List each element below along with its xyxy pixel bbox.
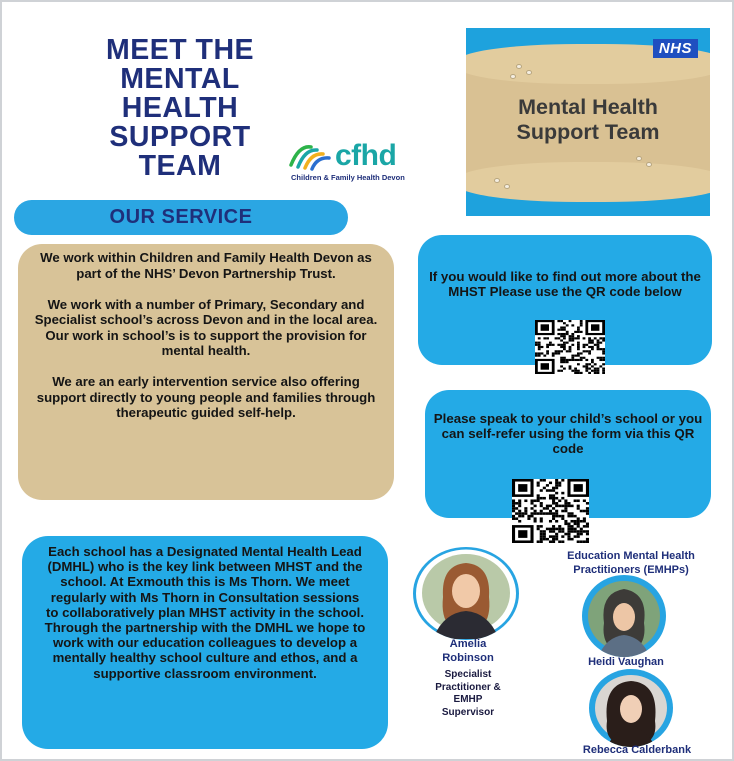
poster-title-line: Mental Health <box>518 95 658 119</box>
title-line: MEET THE <box>105 34 255 66</box>
service-heading: OUR SERVICE <box>14 200 348 235</box>
avatar <box>582 575 666 657</box>
shell-icon <box>494 178 500 183</box>
shell-icon <box>504 184 510 189</box>
dmhl-box <box>22 536 388 749</box>
nhs-logo: NHS <box>653 39 698 58</box>
cfhd-logo <box>289 141 444 186</box>
service-paragraph: We are an early intervention service also offering support directly to young people and families through therapeutic guided self-help. <box>36 374 376 420</box>
dmhl-text: Through the partnership with the DMHL we hope to work with our education colleagues to develop a mentally healthy school culture and ethos, and a supportive classroom environment. <box>44 620 366 681</box>
poster-title-line: Support Team <box>516 120 660 144</box>
poster-sand-edge <box>466 162 710 202</box>
title-line: MENTAL <box>120 63 240 95</box>
service-paragraph: We work within Children and Family Health Devon as part of the NHS’ Devon Partnership Trust. <box>40 250 372 281</box>
qr-code-icon[interactable] <box>535 320 605 374</box>
cfhd-wordmark: cfhd <box>335 139 397 172</box>
avatar <box>589 669 673 747</box>
member-role: Specialist Practitioner & EMHP Supervisor <box>435 669 501 718</box>
member-name: Rebecca Calderbank <box>582 744 692 756</box>
cfhd-swoosh-icon <box>289 141 335 171</box>
title-line: TEAM <box>138 150 222 182</box>
page-title <box>60 36 300 181</box>
mhst-poster <box>466 28 710 216</box>
emhp-heading: Education Mental Health Practitioners (EMHPs) <box>567 550 695 576</box>
dmhl-text: Each school has a Designated Mental Health Lead (DMHL) who is the key link between MHST and the school. At Exmouth this is Ms Thorn. We meet regularly with Ms Thorn in Consultation sessions to collaboratively plan MHST activity in the school. <box>45 544 365 620</box>
qr-info-text: If you would like to find out more about the MHST Please use the QR code below <box>429 269 701 299</box>
title-line: SUPPORT <box>109 121 251 153</box>
avatar <box>413 547 519 640</box>
shell-icon <box>526 70 532 75</box>
shell-icon <box>636 156 642 161</box>
shell-icon <box>510 74 516 79</box>
member-name: Amelia Robinson <box>442 638 494 664</box>
member-name: Heidi Vaughan <box>588 656 664 668</box>
service-paragraph: We work with a number of Primary, Secondary and Specialist school’s across Devon and in the local area. Our work in school’s is to support the provision for mental health. <box>34 296 378 358</box>
poster-title <box>466 95 710 145</box>
qr-refer-text: Please speak to your child’s school or you can self-refer using the form via this QR code <box>433 411 703 456</box>
qr-code-icon[interactable] <box>512 479 589 543</box>
service-description <box>18 244 394 500</box>
title-line: HEALTH <box>121 92 239 124</box>
shell-icon <box>516 64 522 69</box>
shell-icon <box>646 162 652 167</box>
cfhd-subtitle: Children & Family Health Devon <box>291 173 405 182</box>
